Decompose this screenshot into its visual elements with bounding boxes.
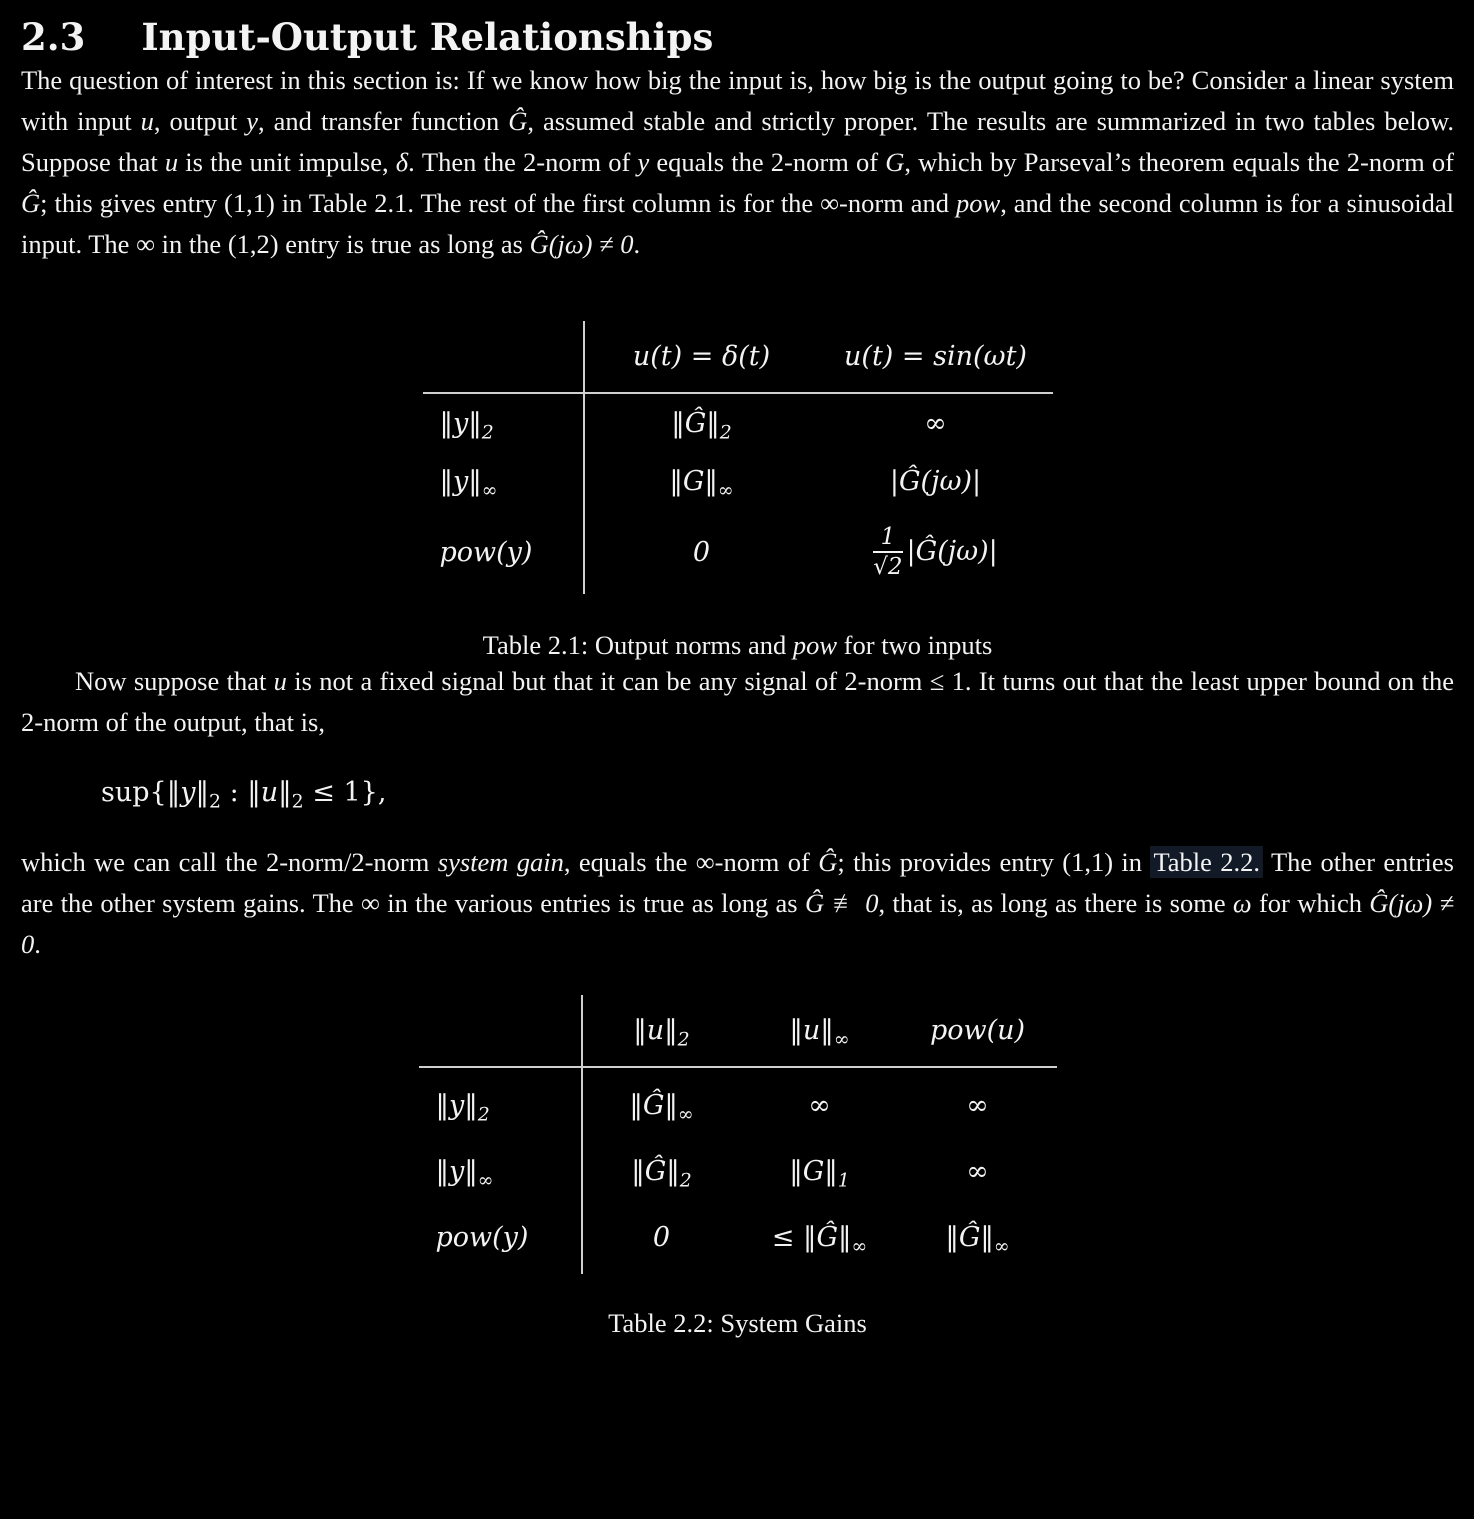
- math-run: u(t): [844, 341, 894, 373]
- table-cell: $‖G‖_1$: [789, 1155, 850, 1192]
- section-heading: [21, 14, 1454, 60]
- text-run: .: [34, 929, 41, 960]
- text-run: ; this provides entry (1,1) in: [837, 847, 1151, 878]
- math-run: u(t): [632, 341, 683, 373]
- table-cell: ∞: [808, 1089, 831, 1121]
- text-run: , output: [153, 106, 247, 137]
- text-run: , assumed stable and strictly proper. The results are summarized in two tables below. Suppose that: [21, 106, 1455, 178]
- fraction: $\frac{1}{√2}$: [873, 523, 903, 581]
- table-cell: 0: [652, 1221, 671, 1253]
- section-title: Input-Output Relationships: [141, 15, 714, 59]
- text-run: = sin(: [893, 341, 984, 373]
- paragraph-3: [21, 842, 1454, 965]
- table-2-1: [423, 321, 1053, 594]
- table-2-2-col-header: $‖u‖_2$: [582, 995, 741, 1067]
- text-run: 2: [291, 790, 304, 813]
- text-run: , and the second column is for a sinusoidal input. The ∞ in the (1,2) entry is true as long as: [21, 188, 1455, 260]
- table-cell: $‖Ĝ‖_\infty$: [945, 1221, 1010, 1258]
- table-2-1-col-header: [819, 321, 1053, 393]
- table-cell: $\frac{1}{√2}$ |Ĝ(jω)|: [873, 523, 998, 581]
- table-2-2-col-header: $‖u‖_\infty$: [741, 995, 899, 1067]
- math-run: ωt: [983, 341, 1017, 373]
- text-run: 2: [208, 790, 222, 813]
- paragraph-1: [21, 60, 1454, 265]
- math-run: Ĝ(jω) ≠ 0: [21, 888, 1455, 960]
- math-run: δ(t): [721, 341, 771, 373]
- text-run: The other entries are the other system gains. The ∞ in the various entries is true as long as: [21, 847, 1454, 919]
- math-run: y: [637, 147, 650, 178]
- text-run: Table 2.2: System Gains: [608, 1308, 867, 1339]
- math-run: Ĝ(jω) ≠ 0: [529, 229, 634, 260]
- table-cell: ∞: [966, 1155, 989, 1187]
- text-run: for which: [1251, 888, 1370, 919]
- table-cell: ≤ $‖Ĝ‖_\infty$: [771, 1221, 868, 1258]
- table-cell: 0: [692, 536, 711, 568]
- math-run: ‖y‖: [166, 777, 209, 809]
- text-run: for two inputs: [837, 630, 993, 661]
- table-2-2-container: [21, 995, 1454, 1274]
- table-cell: $‖Ĝ‖_2$: [671, 407, 732, 444]
- text-run: The question of interest in this section is: If we know how big the input is, how big is the output going to be? Consider a linear system with input: [21, 65, 1454, 137]
- math-run: u: [140, 106, 154, 137]
- table-2-1-row-label: pow(y): [423, 510, 584, 594]
- table-2-2-row-label: $‖y‖_2$: [419, 1067, 582, 1142]
- table-2-2-link[interactable]: Table 2.2.: [1150, 846, 1263, 878]
- table-cell: ∞: [966, 1089, 989, 1121]
- text-run: , equals the ∞-norm of: [563, 847, 819, 878]
- table-cell: $‖Ĝ‖_\infty$: [629, 1089, 694, 1126]
- text-run: .: [633, 229, 641, 260]
- text-run: Table 2.1: Output norms and: [482, 630, 793, 661]
- math-run: Ĝ: [21, 188, 41, 219]
- math-run: u: [273, 666, 287, 697]
- table-2-1-corner-cell: [423, 321, 584, 393]
- text-run: ; this gives entry (1,1) in Table 2.1. The rest of the first column is for the ∞-norm and: [40, 188, 956, 219]
- table-2-1-row-label: $‖y‖_2$: [423, 393, 584, 452]
- table-2-1-col-header: [584, 321, 819, 393]
- math-run: pow: [792, 630, 838, 661]
- table-cell: $‖G‖_\infty$: [669, 465, 734, 502]
- text-run: equals the 2-norm of: [649, 147, 886, 178]
- math-run: system gain: [437, 847, 564, 878]
- paragraph-2: [21, 661, 1454, 743]
- text-run: Now suppose that: [75, 666, 274, 697]
- math-run: ω: [1232, 888, 1252, 919]
- math-run: Ĝ: [818, 847, 838, 878]
- table-2-2-row-label: pow(y): [419, 1200, 582, 1274]
- math-run: Ĝ ≢ 0: [804, 888, 879, 919]
- math-run: y: [246, 106, 259, 137]
- text-run: =: [682, 341, 722, 373]
- section-number: 2.3: [21, 15, 86, 59]
- text-run: which we can call the 2-norm/2-norm: [21, 847, 438, 878]
- math-run: ‖u‖: [247, 777, 292, 809]
- text-run: ≤ 1},: [303, 777, 387, 809]
- table-cell: ∞: [924, 407, 947, 439]
- math-run: u: [164, 147, 179, 178]
- text-run: , which by Parseval’s theorem equals the 2-norm of: [904, 147, 1454, 178]
- math-run: pow: [956, 188, 1001, 219]
- table-2-1-row-label: $‖y‖_\infty$: [423, 452, 584, 510]
- table-2-1-caption: [21, 630, 1454, 661]
- table-2-2-col-header: pow(u): [899, 995, 1057, 1067]
- table-cell: |Ĝ(jω)|: [889, 465, 982, 497]
- table-2-2-row-label: $‖y‖_\infty$: [419, 1142, 582, 1200]
- text-run: is not a fixed signal but that it can be any signal of 2-norm ≤ 1. It turns out that the least upper bound on the 2-norm of the output, that is,: [21, 666, 1454, 738]
- text-run: ): [1016, 341, 1027, 373]
- text-run: sup{: [101, 777, 167, 809]
- text-run: , and transfer function: [258, 106, 509, 137]
- table-2-1-container: [21, 321, 1454, 594]
- math-run: Ĝ: [508, 106, 528, 137]
- display-equation: [21, 777, 1454, 813]
- text-run: :: [221, 777, 248, 809]
- table-2-2: [419, 995, 1057, 1274]
- text-run: is the unit impulse,: [178, 147, 396, 178]
- math-run: G: [885, 147, 905, 178]
- math-run: δ: [395, 147, 409, 178]
- table-2-2-corner-cell: [419, 995, 582, 1067]
- table-2-2-caption: [21, 1308, 1454, 1339]
- table-cell: $‖Ĝ‖_2$: [631, 1155, 692, 1192]
- text-run: , that is, as long as there is some: [878, 888, 1233, 919]
- text-run: . Then the 2-norm of: [408, 147, 638, 178]
